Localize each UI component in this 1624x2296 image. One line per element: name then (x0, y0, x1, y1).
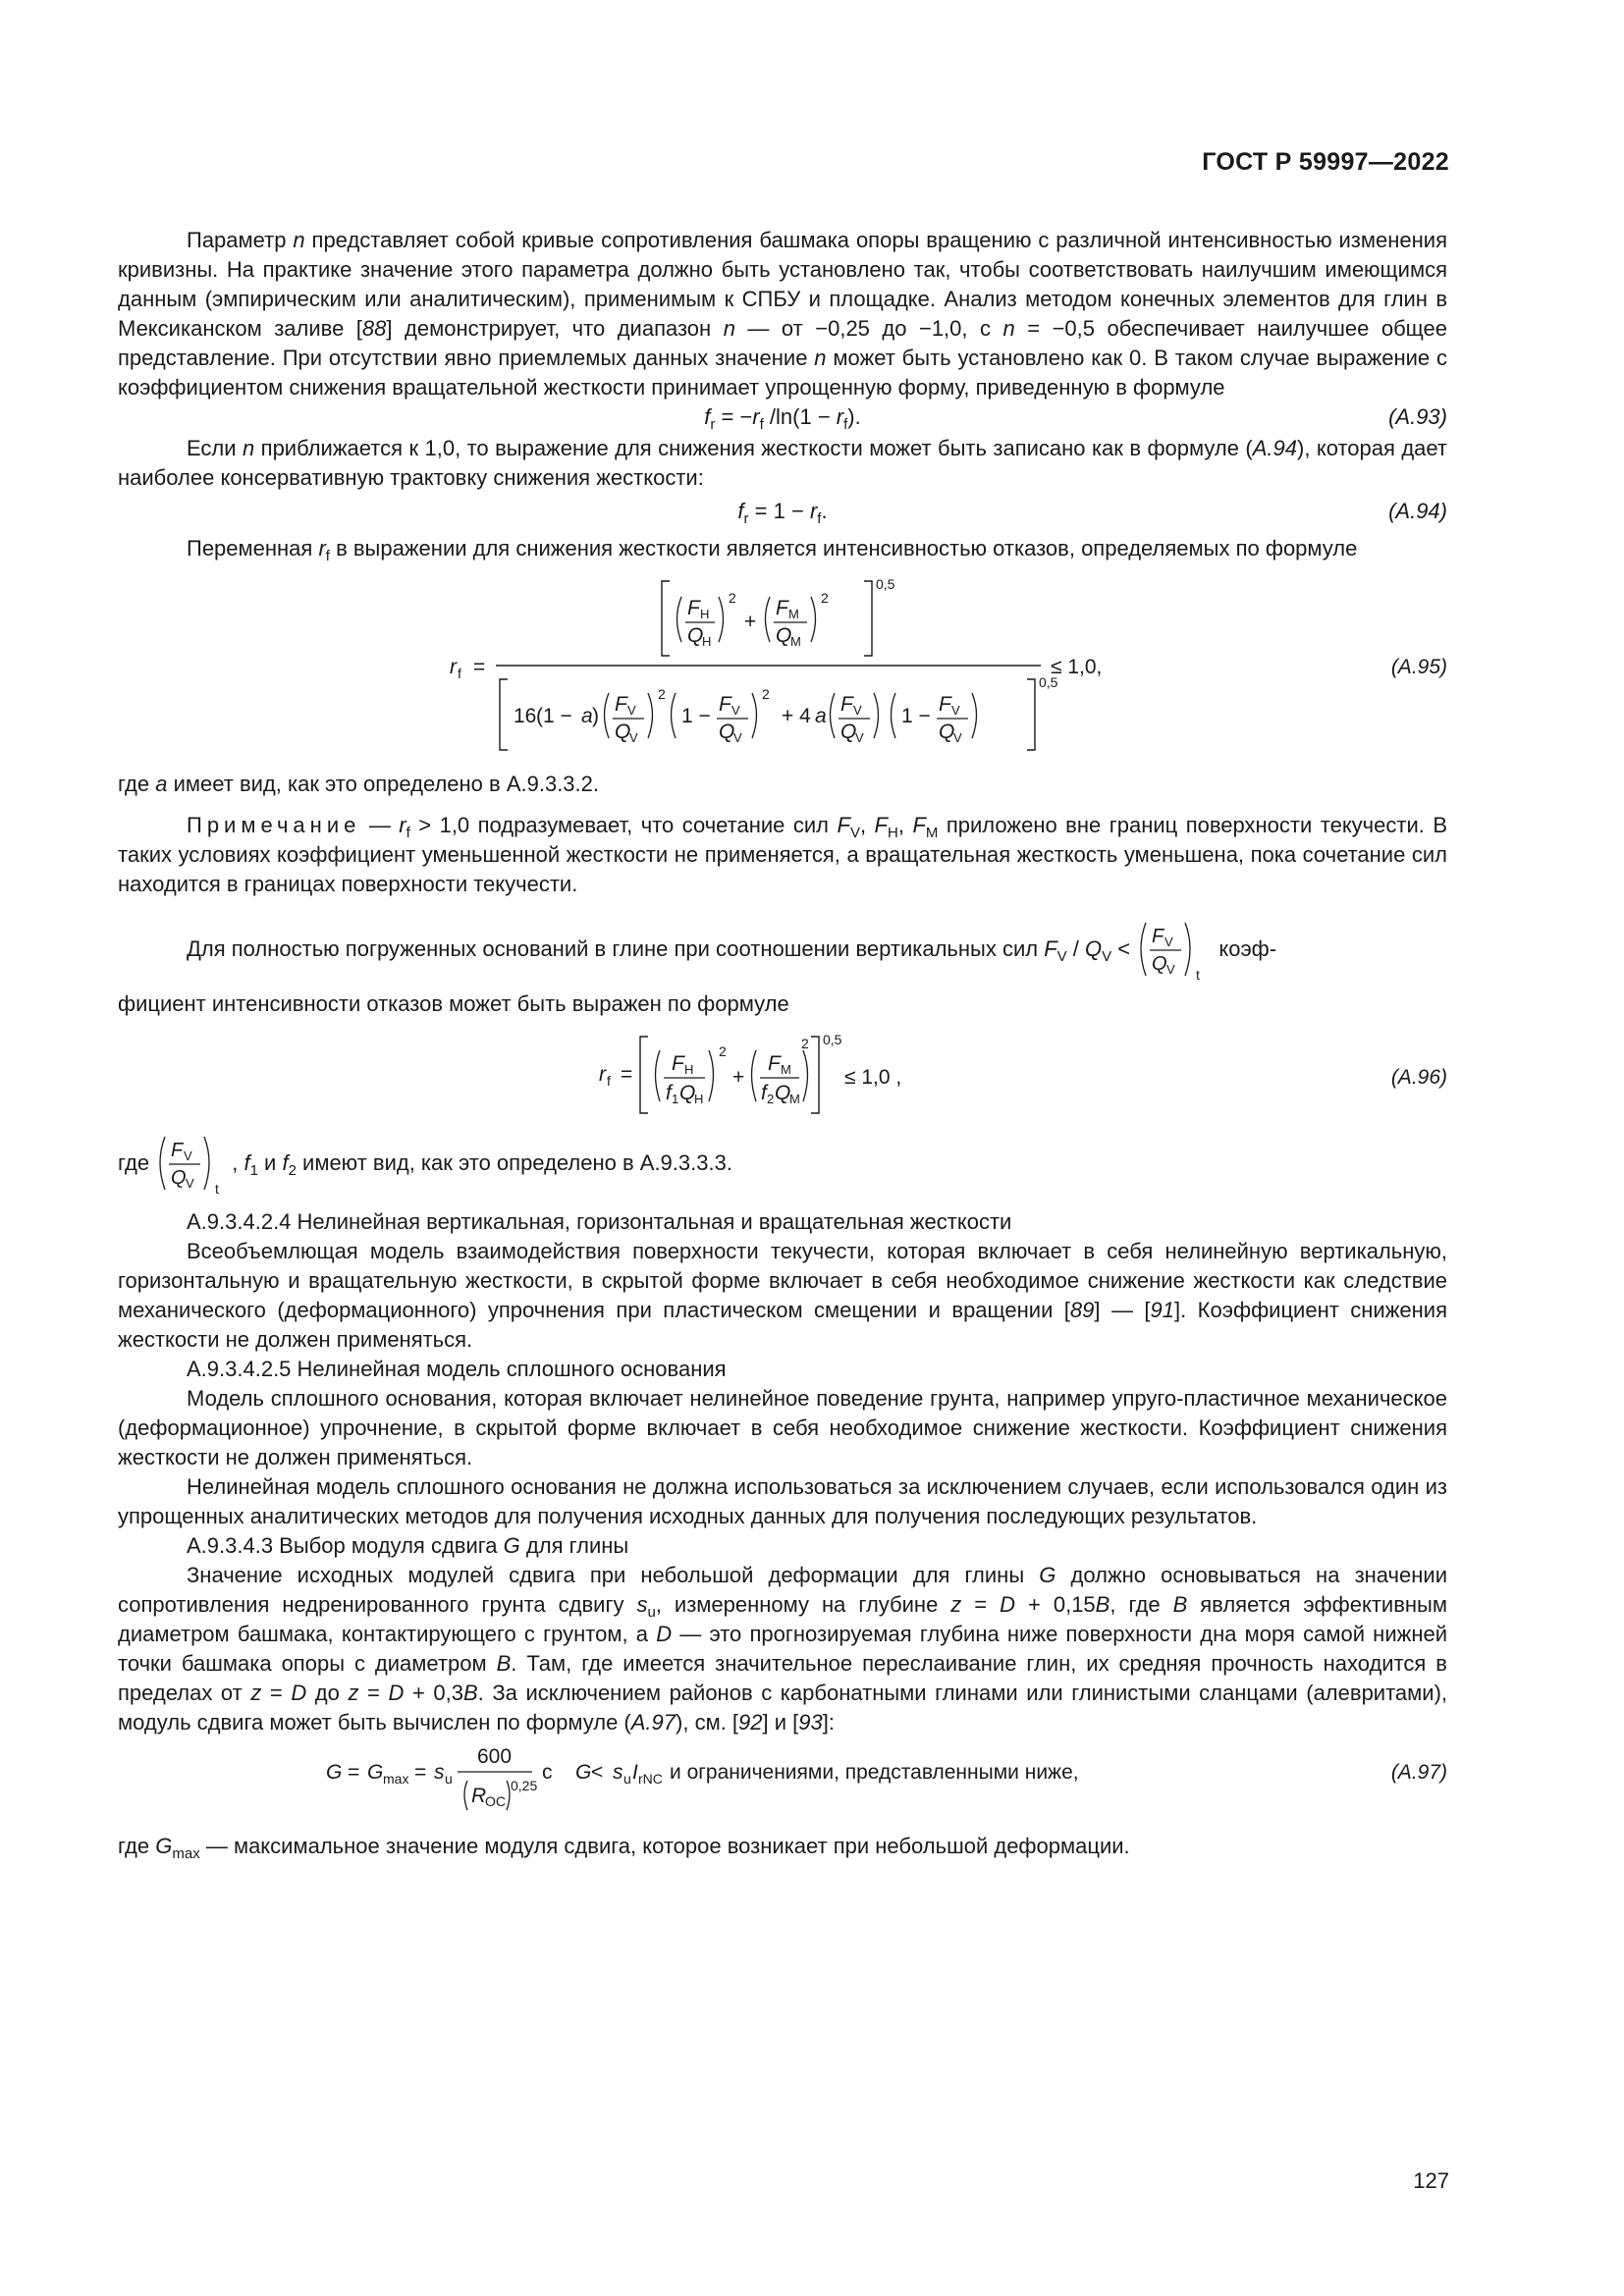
capacity-h: Q (679, 1082, 696, 1104)
paragraph-where-f1-f2: где F V Q V t , $f_1$ и $f_2$ имеют вид, как это определено в А.9.3.3.3. (118, 1131, 1447, 1198)
capacity-v: Q (171, 1167, 187, 1189)
subscript: V (855, 730, 864, 745)
subscript: V (627, 703, 636, 718)
inline-ratio-fv-qv-t-2 (155, 1131, 232, 1198)
equals-sign: = (621, 1063, 633, 1086)
capacity-v: Q (719, 721, 735, 743)
formula-a96 (118, 1025, 1447, 1123)
factor-f2: f (761, 1082, 767, 1104)
paragraph-where-gmax: где $G_{max}$ — максимальное значение модуля сдвига, которое возникает при небольшой деформации. (118, 1834, 1130, 1862)
section-heading-a93443: А.9.3.4.3 Выбор модуля сдвига G для глины (187, 1533, 629, 1558)
subscript: H (684, 1062, 694, 1077)
subscript: 1 (672, 1092, 679, 1106)
capacity-h: Q (687, 624, 704, 647)
page-content (118, 226, 1447, 1861)
paren (656, 1050, 661, 1101)
force-v: F (840, 693, 853, 716)
roc-symbol: R (471, 1785, 487, 1807)
factor-f1: f (666, 1082, 672, 1104)
left-bracket (640, 1037, 648, 1113)
term: 1 − (901, 705, 931, 727)
force-m: F (768, 1052, 781, 1075)
force-v: F (615, 693, 627, 716)
paragraph-parameter-n: Параметр n представляет собой кривые сопротивления башмака опоры вращению с различной интенсивностью изменения кривизны. На практике значение этого параметра должно быть установлено так, чтобы соответствовать наилучшим имеющимся данным (эмпирическим или аналитическим), применимым к СПБУ и площадке. Анализ методом конечных элементов для глин в Мексиканском заливе [88] демонстрирует, что диапазон n — от −0,25 до −1,0, с n = −0,5 обеспечивает наилучшее общее представление. При отсутствии явно приемлемых данных значение n может быть установлено как 0. В таком случае выражение с коэффициентом снижения вращательной жесткости принимает упрощенную форму, приведенную в формуле (118, 228, 1447, 400)
subscript: V (184, 1148, 192, 1163)
subscript: V (629, 730, 638, 745)
inline-ratio-fv-qv-t (1136, 917, 1213, 984)
param-a: a (581, 705, 593, 727)
rf-symbol: r (599, 1063, 606, 1086)
paren (892, 693, 896, 738)
formula-a95-graphic (118, 567, 1447, 764)
subscript: M (789, 1092, 800, 1106)
term: + 4 (782, 705, 811, 727)
equation-number: (A.97) (1390, 1761, 1447, 1784)
right-bracket (811, 1037, 819, 1113)
paren (766, 597, 771, 642)
capacity-v: Q (615, 721, 631, 743)
subscript-t: t (215, 1181, 220, 1197)
term: (1 − (536, 705, 572, 727)
numerator: 600 (477, 1745, 513, 1768)
subscript: H (702, 634, 712, 649)
subscript: M (790, 634, 801, 649)
exponent: 0,25 (511, 1778, 538, 1793)
formula-a97 (118, 1741, 1447, 1818)
force-v: F (719, 693, 731, 716)
inequality-limit: ≤ 1,0 , (844, 1066, 902, 1089)
note-paragraph: Примечание — $r_f > 1,0$ подразумевает, что сочетание сил $F_V$, $F_H$, $F_M$ приложено вне границ поверхности текучести. В таких условиях коэффициент уменьшенной жесткости не применяется, а вращательная жесткость уменьшена, пока сочетание сил находится в границах поверхности текучести. (118, 813, 1448, 896)
i-symbol: I (632, 1761, 638, 1784)
subscript: 2 (767, 1092, 775, 1106)
plus-sign: + (744, 611, 757, 633)
equals-sign: = (348, 1761, 360, 1784)
inequality-limit: ≤ 1,0, (1051, 656, 1103, 678)
exponent: 0,5 (1039, 674, 1058, 690)
force-v: F (171, 1140, 184, 1161)
subscript: rNC (638, 1771, 663, 1787)
subscript: V (186, 1176, 194, 1191)
subscript: V (1164, 934, 1173, 949)
g-symbol: G (575, 1761, 592, 1784)
exponent: 2 (719, 1043, 727, 1059)
plus-sign: + (732, 1066, 745, 1089)
subscript: V (1166, 962, 1175, 977)
subscript: OC (485, 1793, 506, 1809)
gmax-symbol: G (367, 1761, 384, 1784)
paren (672, 693, 677, 738)
formula-a96-graphic (118, 1025, 1447, 1123)
right-bracket (864, 581, 872, 656)
paren (464, 1781, 467, 1810)
formula-a97-graphic (118, 1741, 1447, 1818)
note-label: Примечание (187, 813, 361, 837)
subscript: V (733, 730, 742, 745)
paren (719, 597, 724, 642)
exponent: 2 (729, 590, 736, 606)
paren (972, 693, 977, 738)
capacity-m: Q (775, 1082, 791, 1104)
paren (831, 693, 836, 738)
subscript: M (781, 1062, 791, 1077)
force-h: F (672, 1052, 684, 1075)
paragraph-submerged: Для полностью погруженных оснований в глине при соотношении вертикальных сил $F_V / Q_V$ < F V Q V t коэф- (118, 917, 1447, 984)
page-number: 127 (1413, 2168, 1449, 2193)
paragraph-where-a: где a имеет вид, как это определено в А.9.3.3.2. (118, 772, 600, 796)
subscript: u (623, 1771, 631, 1787)
subscript: V (953, 730, 962, 745)
coefficient: 16 (514, 705, 537, 727)
equation-number: (A.95) (1390, 656, 1447, 678)
subscript: V (853, 703, 862, 718)
paren (811, 597, 816, 642)
term: и ограничениями, представленными ниже, (670, 1761, 1079, 1784)
paragraph-yield-surface: Всеобъемлющая модель взаимодействия поверхности текучести, которая включает в себя нелинейную вертикальную, горизонтальную и вращательную жесткости, в скрытой форме включает в себя необходимое снижение жесткости как следствие механического (деформационного) упрочнения при пластическом смещении и вращении [89] — [91]. Коэффициент снижения жесткости не должен применяться. (118, 1239, 1447, 1352)
paragraph-submerged-cont: фициент интенсивности отказов может быть выражен по формуле (118, 991, 789, 1016)
subscript: H (700, 607, 710, 621)
paragraph-shear-modulus: Значение исходных модулей сдвига при небольшой деформации для глины G должно основываться на значении сопротивления недренированного грунта сдвигу $s_u$, измеренному на глубине z = D + 0,15B, где B является эффективным диаметром башмака, контактирующего с грунтом, а D — это прогнозируемая глубина ниже поверхности дна моря самой нижней точки башмака опоры с диаметром B. Там, где имеется значительное переслаивание глин, их средняя прочность находится в пределах от z = D до z = D + 0,3B. За исключением районов с карбонатными глинами или глинистыми сланцами (алевритами), модуль сдвига может быть вычислен по формуле (A.97), см. [92] и [93]: (118, 1563, 1448, 1735)
g-symbol: G (326, 1761, 343, 1784)
paragraph-continuum-model: Модель сплошного основания, которая включает нелинейное поведение грунта, например упруго-пластичное механическое (деформационное) упрочнение, в скрытой форме включает в себя необходимое снижение жесткости. Коэффициент снижения жесткости не должен применяться. (118, 1386, 1447, 1469)
capacity-m: Q (776, 624, 792, 647)
paren (752, 693, 757, 738)
capacity-v: Q (939, 721, 955, 743)
formula-a93: $f_r = -r_f$ $/\ln(1 - r_f)$. (A.93) (704, 404, 1447, 433)
equation-number: (A.96) (1390, 1066, 1447, 1089)
subscript: max (383, 1771, 409, 1787)
paren (709, 1050, 714, 1101)
exponent: 2 (821, 590, 829, 606)
exponent: 2 (801, 1036, 809, 1051)
subscript: u (445, 1771, 453, 1787)
exponent: 0,5 (876, 576, 895, 592)
equation-number: (A.94) (1388, 499, 1447, 523)
term: с (542, 1761, 553, 1784)
paren (677, 597, 682, 642)
paren (605, 693, 610, 738)
paren (874, 693, 879, 738)
force-h: F (687, 597, 700, 619)
section-heading-a934224: А.9.3.4.2.4 Нелинейная вертикальная, горизонтальная и вращательная жесткости (187, 1209, 1012, 1234)
rf-subscript: f (458, 666, 461, 681)
equals-sign: = (414, 1761, 427, 1784)
su-symbol: s (613, 1761, 623, 1784)
subscript: V (731, 703, 740, 718)
force-m: F (776, 597, 788, 619)
force-v: F (939, 693, 951, 716)
exponent: 2 (762, 686, 770, 702)
section-heading-a934225: А.9.3.4.2.5 Нелинейная модель сплошного основания (187, 1357, 727, 1381)
paragraph-continuum-usage: Нелинейная модель сплошного основания не должна использоваться за исключением случаев, если использовался один из упрощенных аналитических методов для получения исходных данных для получения последующих результатов. (118, 1474, 1447, 1528)
paren (752, 1050, 757, 1101)
document-header: ГОСТ Р 59997—2022 (1202, 148, 1449, 176)
subscript: M (788, 607, 799, 621)
subscript: H (694, 1092, 704, 1106)
paragraph-variable-rf: Переменная $r_f$ в выражении для снижения жесткости является интенсивностью отказов, определяемых по формуле (187, 536, 1358, 564)
paragraph-n-approaches: Если n приближается к 1,0, то выражение для снижения жесткости может быть записано как в формуле (A.94), которая дает наиболее консервативную трактовку снижения жесткости: (118, 436, 1448, 490)
rf-subscript: f (607, 1073, 611, 1089)
param-a: a (815, 705, 827, 727)
equation-number: (A.93) (1388, 404, 1447, 429)
capacity-v: Q (840, 721, 857, 743)
su-symbol: s (434, 1761, 445, 1784)
paren (507, 1781, 510, 1810)
left-bracket (500, 679, 508, 750)
subscript-t: t (1196, 967, 1201, 983)
equals-sign: = (473, 656, 486, 678)
capacity-v: Q (1152, 953, 1167, 975)
exponent: 0,5 (823, 1032, 842, 1047)
left-bracket (662, 581, 670, 656)
term: < (591, 1761, 604, 1784)
term: ) (592, 705, 599, 727)
formula-a94: $f_r = 1 - r_f$. (A.94) (737, 499, 1447, 527)
paren (648, 693, 653, 738)
paren (803, 1050, 808, 1101)
exponent: 2 (658, 686, 666, 702)
force-v: F (1152, 926, 1164, 947)
rf-symbol: r (450, 656, 457, 678)
formula-a95 (118, 567, 1447, 764)
subscript: V (951, 703, 960, 718)
right-bracket (1027, 679, 1035, 750)
term: 1 − (681, 705, 711, 727)
